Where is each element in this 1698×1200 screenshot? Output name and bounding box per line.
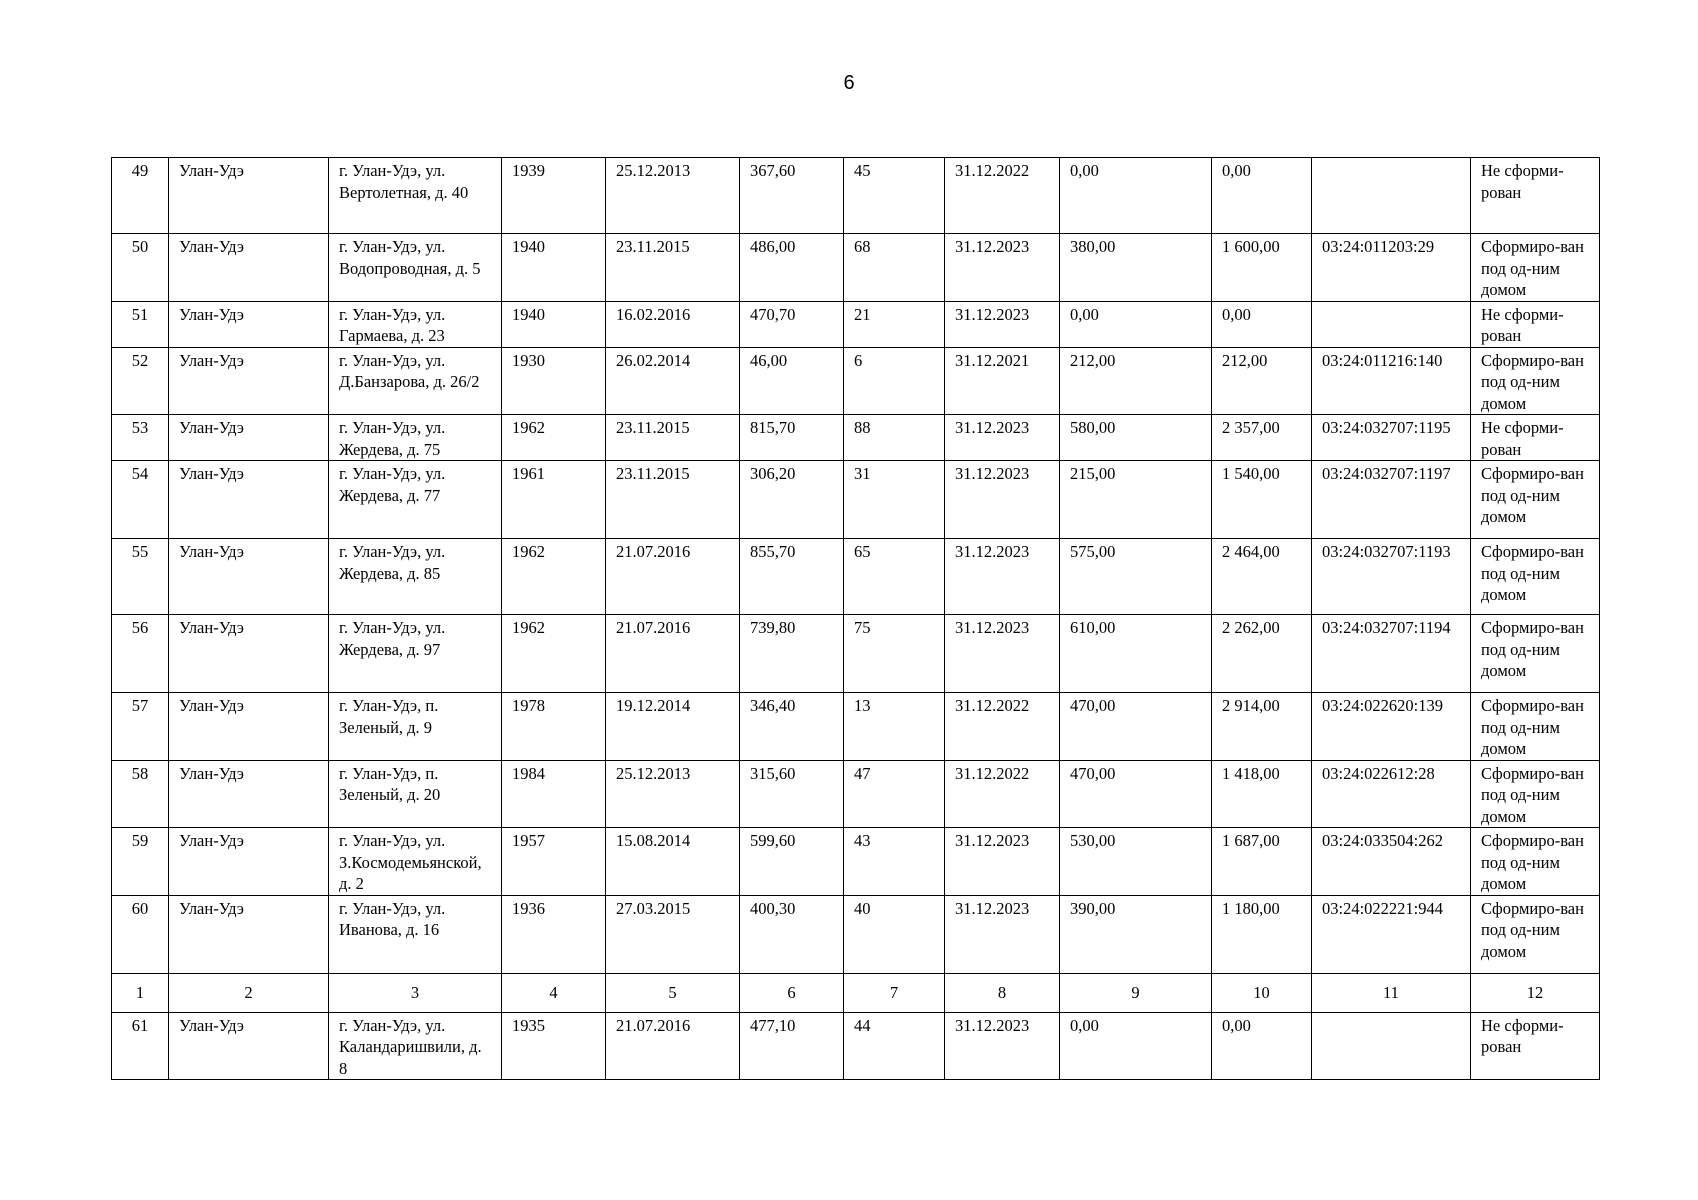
land-area-cell: 470,00: [1060, 693, 1212, 761]
city-cell: Улан-Удэ: [169, 760, 329, 828]
date-cell: 23.11.2015: [606, 415, 740, 461]
city-cell: Улан-Удэ: [169, 415, 329, 461]
cadastral-cell: 03:24:011203:29: [1312, 234, 1471, 302]
status-cell: Сформиро-ван под од-ним домом: [1471, 760, 1600, 828]
land-area-cell: 575,00: [1060, 539, 1212, 615]
date-cell: 26.02.2014: [606, 347, 740, 415]
row-number: 52: [112, 347, 169, 415]
residents-cell: 75: [844, 615, 945, 693]
table-row: [112, 828, 1600, 896]
table-row: [112, 158, 1600, 234]
address-cell: г. Улан-Удэ, ул. Д.Банзарова, д. 26/2: [329, 347, 502, 415]
address-cell: г. Улан-Удэ, ул. З.Космодемьянской, д. 2: [329, 828, 502, 896]
city-cell: Улан-Удэ: [169, 615, 329, 693]
land-area-cell: 580,00: [1060, 415, 1212, 461]
column-number: 10: [1212, 973, 1312, 1012]
address-cell: г. Улан-Удэ, ул. Иванова, д. 16: [329, 895, 502, 973]
land-area-cell: 212,00: [1060, 347, 1212, 415]
address-cell: г. Улан-Удэ, ул. Каландаришвили, д. 8: [329, 1012, 502, 1080]
row-number: 53: [112, 415, 169, 461]
city-cell: Улан-Удэ: [169, 895, 329, 973]
row-number: 54: [112, 461, 169, 539]
cadastral-cell: [1312, 301, 1471, 347]
year-cell: 1962: [502, 539, 606, 615]
cadastral-cell: 03:24:022612:28: [1312, 760, 1471, 828]
deadline-cell: 31.12.2022: [945, 158, 1060, 234]
table-row: [112, 415, 1600, 461]
deadline-cell: 31.12.2023: [945, 828, 1060, 896]
table-row: [112, 347, 1600, 415]
total-area-cell: 2 357,00: [1212, 415, 1312, 461]
residents-cell: 6: [844, 347, 945, 415]
table-row: [112, 1012, 1600, 1080]
land-area-cell: 0,00: [1060, 1012, 1212, 1080]
address-cell: г. Улан-Удэ, ул. Жердева, д. 75: [329, 415, 502, 461]
year-cell: 1957: [502, 828, 606, 896]
area-cell: 306,20: [740, 461, 844, 539]
column-number: 7: [844, 973, 945, 1012]
year-cell: 1939: [502, 158, 606, 234]
date-cell: 25.12.2013: [606, 760, 740, 828]
column-number: 12: [1471, 973, 1600, 1012]
address-cell: г. Улан-Удэ, ул. Жердева, д. 77: [329, 461, 502, 539]
city-cell: Улан-Удэ: [169, 234, 329, 302]
row-number: 51: [112, 301, 169, 347]
status-cell: Не сформи-рован: [1471, 301, 1600, 347]
land-area-cell: 530,00: [1060, 828, 1212, 896]
row-number: 50: [112, 234, 169, 302]
date-cell: 19.12.2014: [606, 693, 740, 761]
table-row: [112, 539, 1600, 615]
row-number: 61: [112, 1012, 169, 1080]
year-cell: 1935: [502, 1012, 606, 1080]
status-cell: Не сформи-рован: [1471, 1012, 1600, 1080]
total-area-cell: 2 914,00: [1212, 693, 1312, 761]
total-area-cell: 2 262,00: [1212, 615, 1312, 693]
residents-cell: 68: [844, 234, 945, 302]
city-cell: Улан-Удэ: [169, 693, 329, 761]
deadline-cell: 31.12.2022: [945, 693, 1060, 761]
total-area-cell: 1 418,00: [1212, 760, 1312, 828]
residents-cell: 43: [844, 828, 945, 896]
residents-cell: 40: [844, 895, 945, 973]
year-cell: 1940: [502, 234, 606, 302]
date-cell: 16.02.2016: [606, 301, 740, 347]
column-number: 4: [502, 973, 606, 1012]
area-cell: 46,00: [740, 347, 844, 415]
column-number: 8: [945, 973, 1060, 1012]
date-cell: 23.11.2015: [606, 234, 740, 302]
residents-cell: 31: [844, 461, 945, 539]
cadastral-cell: 03:24:033504:262: [1312, 828, 1471, 896]
status-cell: Сформиро-ван под од-ним домом: [1471, 693, 1600, 761]
land-area-cell: 215,00: [1060, 461, 1212, 539]
row-number: 57: [112, 693, 169, 761]
column-number: 3: [329, 973, 502, 1012]
address-cell: г. Улан-Удэ, п. Зеленый, д. 20: [329, 760, 502, 828]
area-cell: 315,60: [740, 760, 844, 828]
status-cell: Не сформи-рован: [1471, 415, 1600, 461]
cadastral-cell: [1312, 1012, 1471, 1080]
column-number: 2: [169, 973, 329, 1012]
date-cell: 21.07.2016: [606, 1012, 740, 1080]
deadline-cell: 31.12.2022: [945, 760, 1060, 828]
area-cell: 739,80: [740, 615, 844, 693]
area-cell: 815,70: [740, 415, 844, 461]
city-cell: Улан-Удэ: [169, 828, 329, 896]
date-cell: 23.11.2015: [606, 461, 740, 539]
table-row: [112, 895, 1600, 973]
column-number: 1: [112, 973, 169, 1012]
year-cell: 1940: [502, 301, 606, 347]
date-cell: 27.03.2015: [606, 895, 740, 973]
cadastral-cell: 03:24:022221:944: [1312, 895, 1471, 973]
total-area-cell: 212,00: [1212, 347, 1312, 415]
housing-registry-table: [111, 157, 1600, 1080]
status-cell: Сформиро-ван под од-ним домом: [1471, 461, 1600, 539]
deadline-cell: 31.12.2023: [945, 301, 1060, 347]
year-cell: 1978: [502, 693, 606, 761]
row-number: 55: [112, 539, 169, 615]
cadastral-cell: 03:24:032707:1193: [1312, 539, 1471, 615]
city-cell: Улан-Удэ: [169, 539, 329, 615]
city-cell: Улан-Удэ: [169, 347, 329, 415]
deadline-cell: 31.12.2023: [945, 615, 1060, 693]
deadline-cell: 31.12.2023: [945, 1012, 1060, 1080]
year-cell: 1962: [502, 415, 606, 461]
land-area-cell: 470,00: [1060, 760, 1212, 828]
total-area-cell: 2 464,00: [1212, 539, 1312, 615]
address-cell: г. Улан-Удэ, ул. Вертолетная, д. 40: [329, 158, 502, 234]
date-cell: 21.07.2016: [606, 615, 740, 693]
city-cell: Улан-Удэ: [169, 158, 329, 234]
deadline-cell: 31.12.2023: [945, 539, 1060, 615]
table-row: [112, 301, 1600, 347]
column-number-row: [112, 973, 1600, 1012]
table-row: [112, 234, 1600, 302]
residents-cell: 47: [844, 760, 945, 828]
cadastral-cell: 03:24:032707:1195: [1312, 415, 1471, 461]
city-cell: Улан-Удэ: [169, 1012, 329, 1080]
land-area-cell: 390,00: [1060, 895, 1212, 973]
deadline-cell: 31.12.2021: [945, 347, 1060, 415]
column-number: 5: [606, 973, 740, 1012]
deadline-cell: 31.12.2023: [945, 415, 1060, 461]
address-cell: г. Улан-Удэ, ул. Водопроводная, д. 5: [329, 234, 502, 302]
table-row: [112, 693, 1600, 761]
table-row: [112, 461, 1600, 539]
row-number: 58: [112, 760, 169, 828]
residents-cell: 45: [844, 158, 945, 234]
area-cell: 486,00: [740, 234, 844, 302]
cadastral-cell: [1312, 158, 1471, 234]
date-cell: 15.08.2014: [606, 828, 740, 896]
address-cell: г. Улан-Удэ, ул. Жердева, д. 97: [329, 615, 502, 693]
deadline-cell: 31.12.2023: [945, 895, 1060, 973]
page-number: 6: [843, 72, 855, 94]
area-cell: 477,10: [740, 1012, 844, 1080]
land-area-cell: 0,00: [1060, 158, 1212, 234]
residents-cell: 21: [844, 301, 945, 347]
total-area-cell: 1 687,00: [1212, 828, 1312, 896]
cadastral-cell: 03:24:011216:140: [1312, 347, 1471, 415]
total-area-cell: 1 180,00: [1212, 895, 1312, 973]
city-cell: Улан-Удэ: [169, 461, 329, 539]
total-area-cell: 0,00: [1212, 301, 1312, 347]
year-cell: 1984: [502, 760, 606, 828]
deadline-cell: 31.12.2023: [945, 234, 1060, 302]
year-cell: 1962: [502, 615, 606, 693]
cadastral-cell: 03:24:032707:1194: [1312, 615, 1471, 693]
area-cell: 599,60: [740, 828, 844, 896]
column-number: 6: [740, 973, 844, 1012]
row-number: 49: [112, 158, 169, 234]
cadastral-cell: 03:24:022620:139: [1312, 693, 1471, 761]
date-cell: 25.12.2013: [606, 158, 740, 234]
area-cell: 346,40: [740, 693, 844, 761]
status-cell: Сформиро-ван под од-ним домом: [1471, 828, 1600, 896]
address-cell: г. Улан-Удэ, ул. Гармаева, д. 23: [329, 301, 502, 347]
total-area-cell: 1 540,00: [1212, 461, 1312, 539]
residents-cell: 13: [844, 693, 945, 761]
total-area-cell: 0,00: [1212, 158, 1312, 234]
residents-cell: 44: [844, 1012, 945, 1080]
address-cell: г. Улан-Удэ, ул. Жердева, д. 85: [329, 539, 502, 615]
row-number: 59: [112, 828, 169, 896]
address-cell: г. Улан-Удэ, п. Зеленый, д. 9: [329, 693, 502, 761]
column-number: 9: [1060, 973, 1212, 1012]
land-area-cell: 610,00: [1060, 615, 1212, 693]
area-cell: 855,70: [740, 539, 844, 615]
status-cell: Не сформи-рован: [1471, 158, 1600, 234]
status-cell: Сформиро-ван под од-ним домом: [1471, 234, 1600, 302]
total-area-cell: 0,00: [1212, 1012, 1312, 1080]
column-number: 11: [1312, 973, 1471, 1012]
area-cell: 367,60: [740, 158, 844, 234]
table-row: [112, 760, 1600, 828]
land-area-cell: 0,00: [1060, 301, 1212, 347]
year-cell: 1936: [502, 895, 606, 973]
area-cell: 400,30: [740, 895, 844, 973]
land-area-cell: 380,00: [1060, 234, 1212, 302]
residents-cell: 88: [844, 415, 945, 461]
cadastral-cell: 03:24:032707:1197: [1312, 461, 1471, 539]
status-cell: Сформиро-ван под од-ним домом: [1471, 615, 1600, 693]
area-cell: 470,70: [740, 301, 844, 347]
status-cell: Сформиро-ван под од-ним домом: [1471, 895, 1600, 973]
status-cell: Сформиро-ван под од-ним домом: [1471, 539, 1600, 615]
residents-cell: 65: [844, 539, 945, 615]
deadline-cell: 31.12.2023: [945, 461, 1060, 539]
city-cell: Улан-Удэ: [169, 301, 329, 347]
total-area-cell: 1 600,00: [1212, 234, 1312, 302]
table-row: [112, 615, 1600, 693]
year-cell: 1961: [502, 461, 606, 539]
status-cell: Сформиро-ван под од-ним домом: [1471, 347, 1600, 415]
row-number: 56: [112, 615, 169, 693]
row-number: 60: [112, 895, 169, 973]
year-cell: 1930: [502, 347, 606, 415]
date-cell: 21.07.2016: [606, 539, 740, 615]
